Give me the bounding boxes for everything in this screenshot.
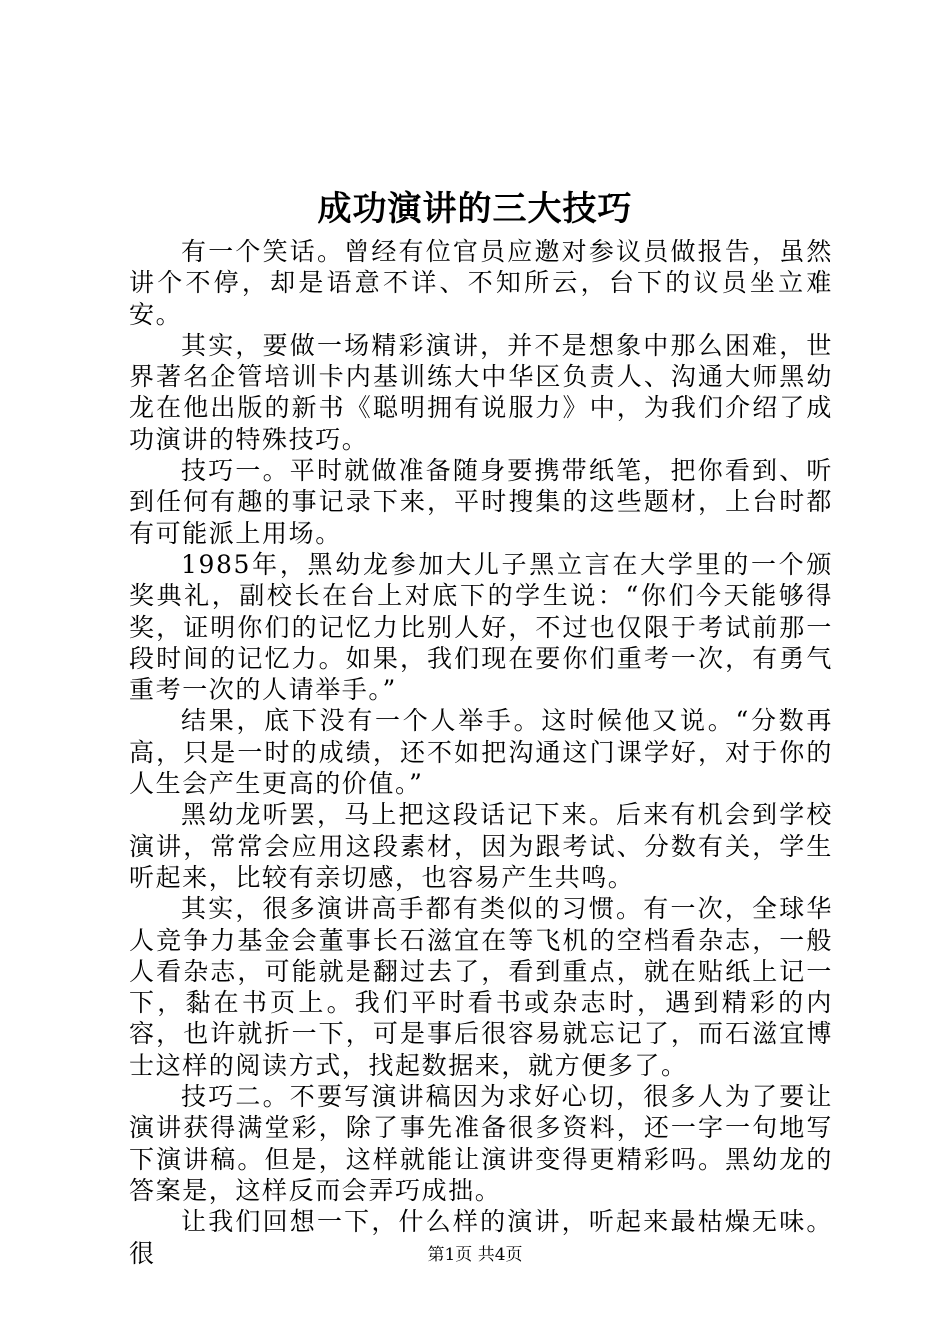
page-number-footer: 第1页 共4页 [427,1245,523,1265]
document-title: 成功演讲的三大技巧 [317,189,633,229]
paragraph: 结果，底下没有一个人举手。这时候他又说。“分数再高，只是一时的成绩，还不如把沟通这门课学好，对于你的人生会产生更高的价值。” [129,706,833,799]
document-body [129,236,833,1269]
paragraph: 有一个笑话。曾经有位官员应邀对参议员做报告，虽然讲个不停，却是语意不详、不知所云，台下的议员坐立难安。 [129,237,833,329]
paragraph: 让我们回想一下，什么样的演讲，听起来最枯燥无味。很 [129,1207,833,1268]
paragraph: 其实，要做一场精彩演讲，并不是想象中那么困难，世界著名企管培训卡内基训练大中华区负责人、沟通大师黑幼龙在他出版的新书《聪明拥有说服力》中，为我们介绍了成功演讲的特殊技巧。 [129,330,833,454]
paragraph: 技巧一。平时就做准备随身要携带纸笔，把你看到、听到任何有趣的事记录下来，平时搜集的这些题材，上台时都有可能派上用场。 [129,456,833,548]
paragraph: 技巧二。不要写演讲稿因为求好心切，很多人为了要让演讲获得满堂彩，除了事先准备很多资料，还一字一句地写下演讲稿。但是，这样就能让演讲变得更精彩吗。黑幼龙的答案是，这样反而会弄巧成拙。 [129,1082,833,1205]
paragraph: 1985年，黑幼龙参加大儿子黑立言在大学里的一个颁奖典礼，副校长在台上对底下的学生说：“你们今天能够得奖，证明你们的记忆力比别人好，不过也仅限于考试前那一段时间的记忆力。如果，我们现在要你们重考一次，有勇气重考一次的人请举手。” [129,549,833,705]
paragraph: 其实，很多演讲高手都有类似的习惯。有一次，全球华人竞争力基金会董事长石滋宜在等飞机的空档看杂志，一般人看杂志，可能就是翻过去了，看到重点，就在贴纸上记一下，黏在书页上。我们平时看书或杂志时，遇到精彩的内容，也许就折一下，可是事后很容易就忘记了，而石滋宜博士这样的阅读方式，找起数据来，就方便多了。 [129,894,833,1080]
paragraph: 黑幼龙听罢，马上把这段话记下来。后来有机会到学校演讲，常常会应用这段素材，因为跟考试、分数有关，学生听起来，比较有亲切感，也容易产生共鸣。 [129,800,833,892]
